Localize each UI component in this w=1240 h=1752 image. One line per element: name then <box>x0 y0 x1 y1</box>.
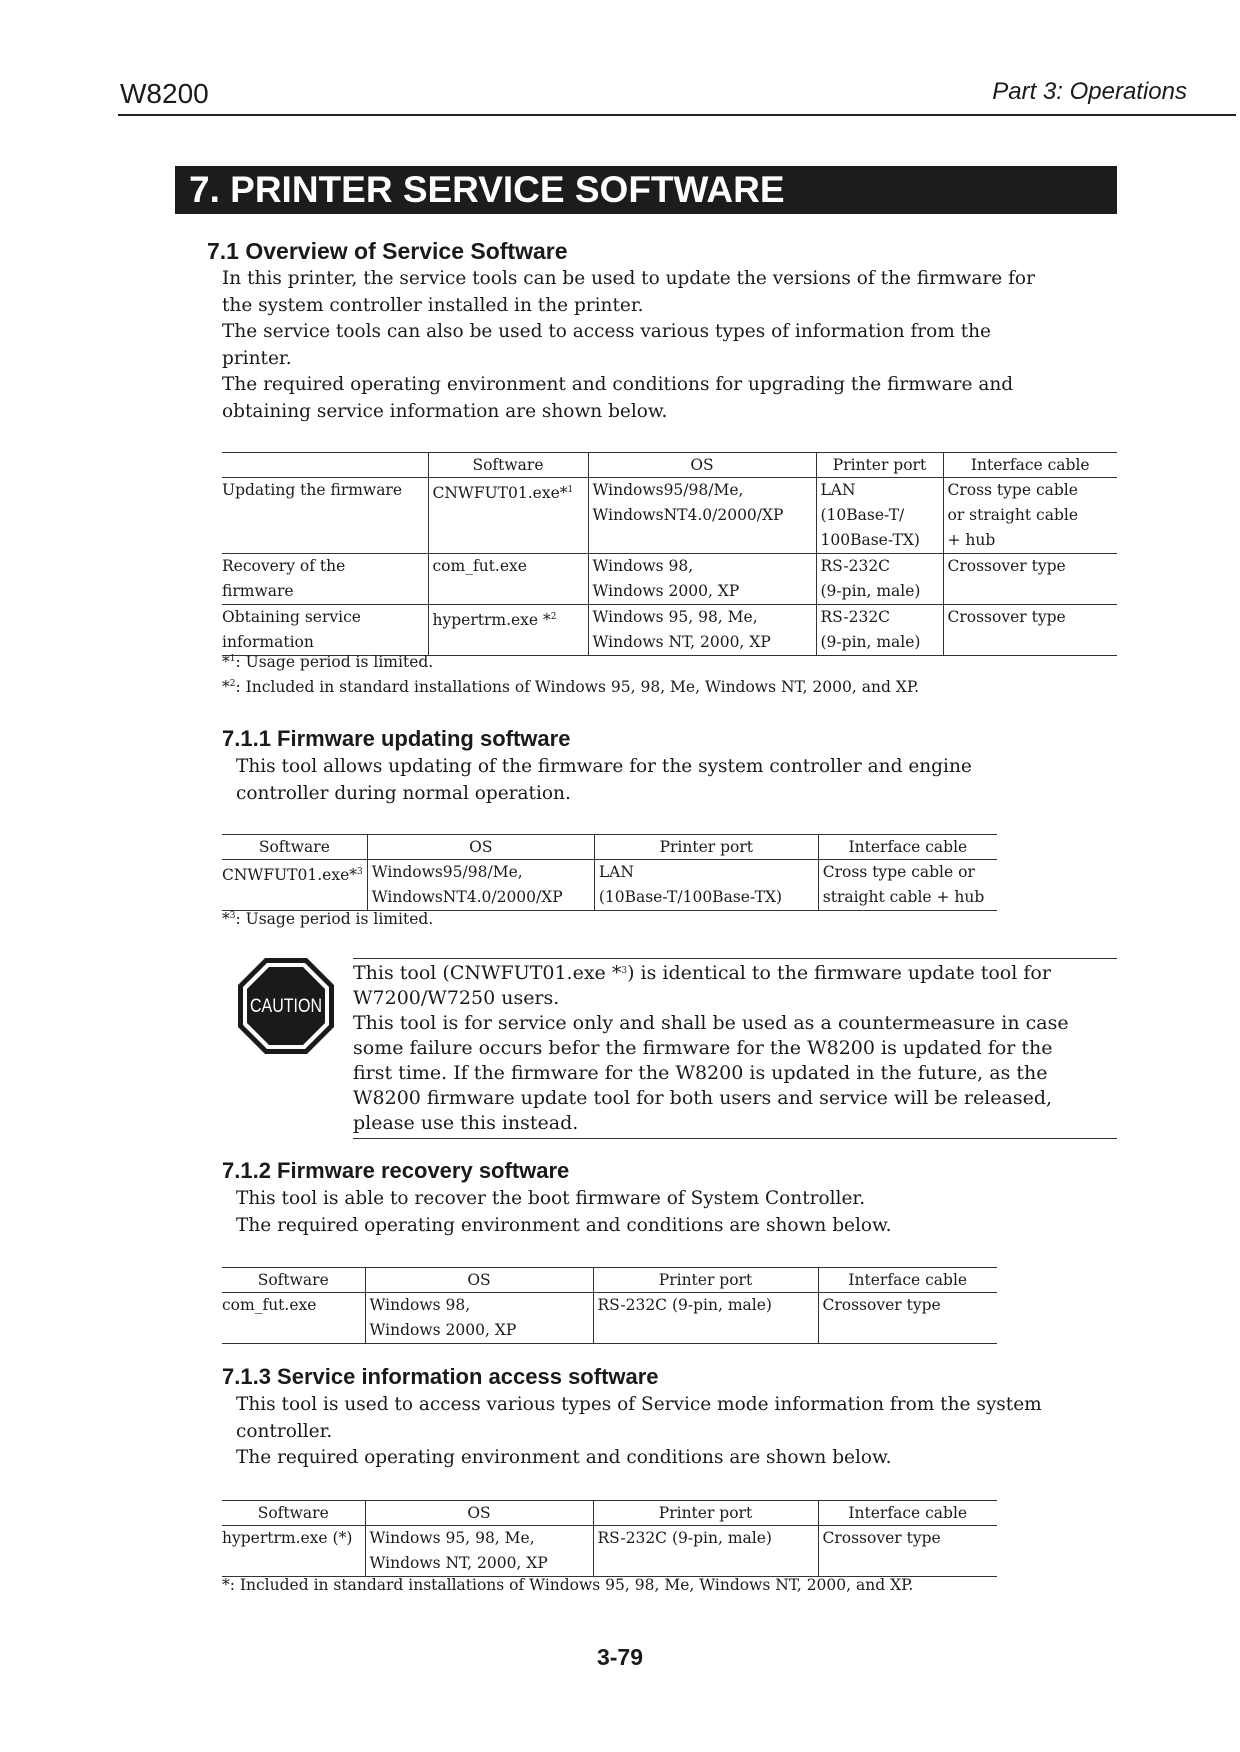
header-rule <box>118 114 1236 116</box>
caution-line: some failure occurs befor the firmware for the W8200 is updated for the <box>353 1037 1053 1059</box>
table-cell: CNWFUT01.exe*$^3$ <box>222 860 367 911</box>
table-cell: com_fut.exe <box>428 554 588 605</box>
table-cell: com_fut.exe <box>222 1293 365 1344</box>
footnote-mark: 2 <box>550 612 557 622</box>
page-number: 3-79 <box>596 1644 644 1670</box>
table-cell: LAN (10Base-T/ 100Base-TX) <box>816 478 943 554</box>
caution-label: CAUTION <box>250 996 322 1017</box>
section-title-7-1: 7.1 Overview of Service Software <box>207 238 568 264</box>
firmware-recovery-table <box>222 1267 997 1344</box>
table-cell: Recovery of the firmware <box>222 554 428 605</box>
overview-table <box>222 452 1117 656</box>
paragraph-line: obtaining service information are shown below. <box>222 400 668 422</box>
table-cell: Windows 95, 98, Me, Windows NT, 2000, XP <box>588 605 816 656</box>
table-header: OS <box>588 453 816 478</box>
footnote-mark: 3 <box>357 867 363 877</box>
caution-line: W8200 firmware update tool for both users and service will be released, <box>353 1087 1053 1109</box>
caution-line: please use this instead. <box>353 1112 579 1134</box>
table-cell: Crossover type <box>943 605 1117 656</box>
section-title-7-1-2: 7.1.2 Firmware recovery software <box>222 1158 570 1183</box>
section-7-1-3-body <box>236 1392 1042 1472</box>
caution-line: first time. If the firmware for the W8200 is updated in the future, as the <box>353 1062 1048 1084</box>
paragraph-line: The required operating environment and conditions are shown below. <box>236 1447 892 1468</box>
table-row <box>222 1293 997 1344</box>
table-cell: LAN (10Base-T/100Base-TX) <box>594 860 818 911</box>
table-header: Interface cable <box>818 835 997 860</box>
table-header: Interface cable <box>818 1501 997 1526</box>
table-cell: Obtaining service information <box>222 605 428 656</box>
table-cell: Windows95/98/Me, WindowsNT4.0/2000/XP <box>367 860 594 911</box>
caution-line: This tool is for service only and shall be used as a countermeasure in case <box>353 1012 1069 1034</box>
running-header-model: W8200 <box>120 78 209 109</box>
section-7-1-body <box>222 266 1035 425</box>
table-cell: hypertrm.exe (*) <box>222 1526 365 1577</box>
paragraph-line: The required operating environment and conditions are shown below. <box>236 1214 892 1236</box>
paragraph-line: The service tools can also be used to access various types of information from the <box>222 321 991 342</box>
caution-octagon-icon <box>236 956 336 1056</box>
table-cell: hypertrm.exe *$^2$ <box>428 605 588 656</box>
table-cell: RS-232C (9-pin, male) <box>593 1293 818 1344</box>
table-header-row <box>222 835 997 860</box>
paragraph-line: The required operating environment and conditions for upgrading the firmware and <box>222 374 1014 395</box>
footnote: *$^3$: Usage period is limited. <box>222 910 434 928</box>
service-info-table <box>222 1500 997 1577</box>
section-7-1-1-body <box>236 754 972 807</box>
table-cell: Cross type cable or straight cable + hub <box>818 860 997 911</box>
firmware-update-table <box>222 834 997 911</box>
paragraph-line: controller. <box>236 1420 333 1442</box>
paragraph-line: controller during normal operation. <box>236 782 571 804</box>
table-cell: Crossover type <box>818 1293 997 1344</box>
table-cell: RS-232C (9-pin, male) <box>593 1526 818 1577</box>
paragraph-line: In this printer, the service tools can be used to update the versions of the firmware for <box>222 268 1035 289</box>
table-header: Printer port <box>593 1501 818 1526</box>
section-title-7-1-1: 7.1.1 Firmware updating software <box>222 726 571 751</box>
table-header: Printer port <box>593 1268 818 1293</box>
table-header: Interface cable <box>943 453 1117 478</box>
table-cell: Crossover type <box>818 1526 997 1577</box>
table-header: OS <box>365 1268 593 1293</box>
table-header: Software <box>428 453 588 478</box>
table-header: Software <box>222 1501 365 1526</box>
footnote: *$^1$: Usage period is limited. <box>222 653 434 671</box>
table-row <box>222 1526 997 1577</box>
table-cell: RS-232C (9-pin, male) <box>816 554 943 605</box>
table-header: OS <box>365 1501 593 1526</box>
table-cell: Windows 98, Windows 2000, XP <box>365 1293 593 1344</box>
paragraph-line: the system controller installed in the printer. <box>222 294 644 316</box>
running-header-part: Part 3: Operations <box>992 78 1187 105</box>
footnote: *: Included in standard installations of Windows 95, 98, Me, Windows NT, 2000, and XP. <box>222 1576 914 1594</box>
table-header: Printer port <box>594 835 818 860</box>
paragraph-line: printer. <box>222 347 292 369</box>
table-header: OS <box>367 835 594 860</box>
table-header: Software <box>222 835 367 860</box>
table-cell: Windows95/98/Me, WindowsNT4.0/2000/XP <box>588 478 816 554</box>
caution-line: W7200/W7250 users. <box>353 987 560 1009</box>
table-header-row <box>222 1268 997 1293</box>
table-cell: Windows 98, Windows 2000, XP <box>588 554 816 605</box>
table-cell: RS-232C (9-pin, male) <box>816 605 943 656</box>
table-header-row <box>222 1501 997 1526</box>
table-cell: Updating the firmware <box>222 478 428 554</box>
caution-line: This tool (CNWFUT01.exe *$^3$) is identical to the firmware update tool for <box>353 962 1051 984</box>
table-row <box>222 860 997 911</box>
table-cell: Cross type cable or straight cable + hub <box>943 478 1117 554</box>
paragraph-line: This tool is used to access various types of Service mode information from the system <box>236 1394 1042 1415</box>
footnote-mark: 1 <box>567 485 574 495</box>
footnote: *$^2$: Included in standard installations of Windows 95, 98, Me, Windows NT, 2000, and XP. <box>222 678 920 696</box>
table-row <box>222 478 1117 554</box>
table-header <box>222 453 428 478</box>
chapter-title: 7. PRINTER SERVICE SOFTWARE <box>175 166 1117 214</box>
paragraph-line: This tool is able to recover the boot firmware of System Controller. <box>236 1188 866 1209</box>
table-row <box>222 605 1117 656</box>
paragraph-line: This tool allows updating of the firmware for the system controller and engine <box>236 756 972 777</box>
caution-note <box>353 958 1117 1139</box>
table-header: Printer port <box>816 453 943 478</box>
table-header: Interface cable <box>818 1268 997 1293</box>
table-header: Software <box>222 1268 365 1293</box>
table-cell: Windows 95, 98, Me, Windows NT, 2000, XP <box>365 1526 593 1577</box>
section-7-1-2-body <box>236 1186 892 1239</box>
section-title-7-1-3: 7.1.3 Service information access software <box>222 1364 659 1389</box>
table-row <box>222 554 1117 605</box>
table-cell: CNWFUT01.exe*$^1$ <box>428 478 588 554</box>
table-cell: Crossover type <box>943 554 1117 605</box>
table-header-row <box>222 453 1117 478</box>
